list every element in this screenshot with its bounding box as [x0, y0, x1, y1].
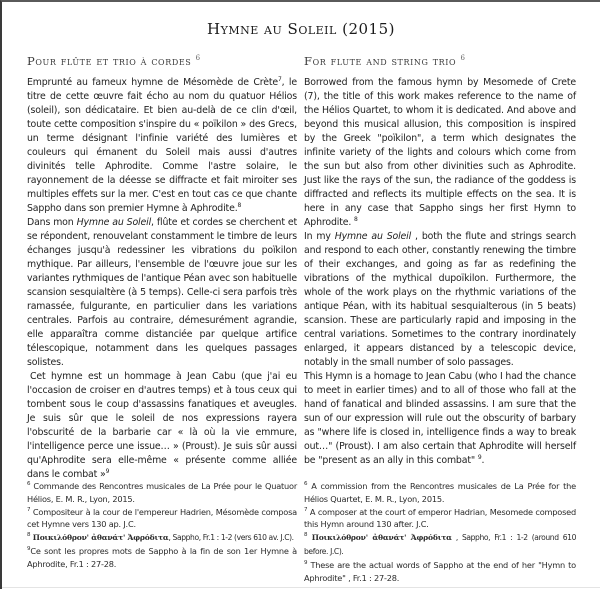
english-subtitle-text: For flute and string trio: [304, 54, 457, 68]
french-paragraph-3: [27, 370, 297, 482]
footnote-number: 9: [27, 545, 31, 552]
footnote: [27, 506, 297, 532]
french-subtitle: [27, 54, 297, 68]
paragraph-text: Borrowed from the famous hymn by Mesomede of Crete (7), the title of this work makes reference to the name of the Hélios Quartet, to whom it is dedicated. And above and beyond this musical allusion, this composition is inspired by the Greek "poïkilon", a term which designates the infinite variety of the lights and colours which come from the sun but also from other divinities such as Aphrodite. Just like the rays of the sun, the radiance of the goddess is diffracted and reflects its multiple effects on the sea. It is here in any case that Sappho sings her first Hymn to Aphrodite.: [304, 77, 576, 228]
footnote-number: 6: [27, 481, 31, 487]
paragraph-text: , le titre de cette œuvre fait écho au nom du quatuor Hélios (soleil), son dédicataire. Et bien au-delà de ce clin d'œil, toute cette composition s'inspire du « poïkilon » des Grecs, un terme désignant l'infinie variété des lumières et couleurs qui émanent du Soleil mais aussi d'autres divinités telle Aphrodite. Comme l'astre solaire, le rayonnement de la déesse se diffracte et fait miroiter ses multiples effets sur la mer. C'est en tout cas ce que chante Sappho dans son premier Hymne à Aphrodite.: [27, 77, 298, 214]
greek-quote: Ποικιλόθρον' ἀθανάτ' Ἀφρόδιτα: [32, 533, 169, 543]
footnote-number: 9: [304, 559, 308, 566]
footnote: [304, 480, 576, 506]
footnote-text: A commission from the Rencontres musicales de La Prée for the Hélios Quartet, E. M. R., Lyon, 2015.: [304, 481, 576, 504]
english-body: [304, 76, 576, 468]
french-subtitle-note: 6: [195, 54, 201, 62]
footnote-text: Ce sont les propres mots de Sappho à la fin de son 1er Hymne à Aphrodite, Fr.1 : 27-28.: [27, 545, 297, 569]
english-paragraph-2: [304, 230, 576, 370]
english-subtitle-note: 6: [460, 54, 466, 62]
english-footnotes: [304, 480, 576, 584]
footnote: [304, 559, 576, 585]
french-paragraph-1: [27, 76, 297, 216]
footnote-number: 7: [304, 506, 308, 513]
work-title: Hymne au Soleil: [334, 231, 412, 242]
footnote-number: 8: [27, 532, 31, 539]
paragraph-text: , both the flute and strings search and respond to each other, constantly renewing the timbre of their exchanges, and going as far as redefining the vibrations of the mythical dupoïkilon. Furthermore, the whole of the work plays on the rhythmic variations of the antique Péan, with its habitual sesquialterous (in 5 beats) scansion. These are particularly rapid and imposing in the central variations. Sometimes to the contrary inordinately enlarged, it appears distanced by a telescopic device, notably in the small number of solo passages.: [304, 231, 577, 368]
footnote-ref: 8: [354, 216, 358, 223]
bottom-divider: [2, 587, 600, 588]
paragraph-text: .: [481, 455, 485, 466]
page-title: Hymne au Soleil (2015): [207, 20, 395, 38]
footnote: [27, 531, 297, 545]
footnote-ref: 9: [105, 468, 110, 475]
french-subtitle-text: Pour flûte et trio à cordes: [27, 54, 192, 68]
paragraph-text: This Hymn is a homage to Jean Cabu (who I had the chance to meet in earlier times) and to all of those who fall at the hand of fanatical and blinded assassins. I am sure that the sun of our expression will rule out the obscurity of barbary as "where life is closed in, intelligence finds a way to break out…" (Proust). I am also certain that Aphrodite will herself be "present as an ally in this combat": [304, 371, 577, 466]
footnote-ref: 8: [237, 202, 242, 209]
footnote: [27, 480, 297, 506]
footnote-text: Compositeur à la cour de l'empereur Hadrien, Mésomède composa cet Hymne vers 130 ap. J.C.: [27, 506, 297, 530]
work-title: Hymne au Soleil: [76, 217, 152, 228]
footnote-text: A composer at the court of emperor Hadrian, Mesomede composed this Hymn around 130 after. J.C.: [304, 506, 576, 530]
paragraph-text: Dans mon: [27, 217, 77, 228]
english-paragraph-1: [304, 76, 576, 230]
french-column: [27, 54, 297, 482]
english-paragraph-3: [304, 370, 576, 468]
footnote-ref: 7: [277, 76, 282, 83]
english-subtitle: [304, 54, 576, 68]
french-paragraph-2: [27, 216, 297, 370]
footnote-number: 6: [304, 481, 308, 487]
footnote-text: Commande des Rencontres musicales de La Prée pour le Quatuor Hélios, E. M. R., Lyon, 2015.: [27, 481, 297, 504]
paragraph-text: Emprunté au fameux hymne de Mésomède de Crète: [27, 77, 278, 88]
french-footnotes: [27, 480, 297, 571]
footnote: [304, 506, 576, 532]
footnote-ref: 9: [477, 454, 482, 461]
french-body: [27, 76, 297, 482]
footnote-text: These are the actual words of Sappho at the end of her "Hymn to Aphrodite" , Fr.1 : 27-28.: [304, 559, 576, 583]
footnote: [27, 545, 297, 571]
paragraph-text: , flûte et cordes se cherchent et se répondent, renouvelant constamment le timbre de leurs échanges jusqu'à redessiner les vibrations du poïkilon mythique. Par ailleurs, l'ensemble de l'œuvre joue sur les variantes rythmiques de l'antique Péan avec son habituelle scansion sesquialtère (à 5 temps). Celle-ci sera parfois très ramassée, fulgurante, en particulier dans les variations centrales. Parfois au contraire, démesurément agrandie, elle apparaîtra comme distanciée par quelque artifice télescopique, notamment dans les quelques passages solistes.: [27, 217, 297, 368]
paragraph-text: In my: [304, 231, 335, 242]
footnote: [304, 531, 576, 559]
greek-quote: Ποικιλόθρον' ἀθανάτ' Ἀφρόδιτα: [311, 533, 452, 543]
footnote-number: 7: [27, 506, 31, 513]
footnote-text: , Sappho, Fr.1 : 1-2 (around 610 before. J.C).: [304, 533, 576, 556]
paragraph-text: Cet hymne est un hommage à Jean Cabu (que j'ai eu l'occasion de croiser en d'autres temps) et à tous ceux qui tombent sous le coup d'assassins fanatiques et aveugles. Je suis sûr que le soleil de nos expressions rayera l'obscurité de la barbarie car « là où la vie emmure, l'intelligence perce une issue… » (Proust). Je suis sûr aussi qu'Aphrodite sera elle-même « présente comme alliée dans le combat »: [27, 371, 297, 480]
footnote-number: 8: [304, 532, 308, 539]
english-column: [304, 54, 576, 468]
footnote-text: , Sappho, Fr.1 : 1-2 (vers 610 av. J.C).: [168, 533, 294, 543]
